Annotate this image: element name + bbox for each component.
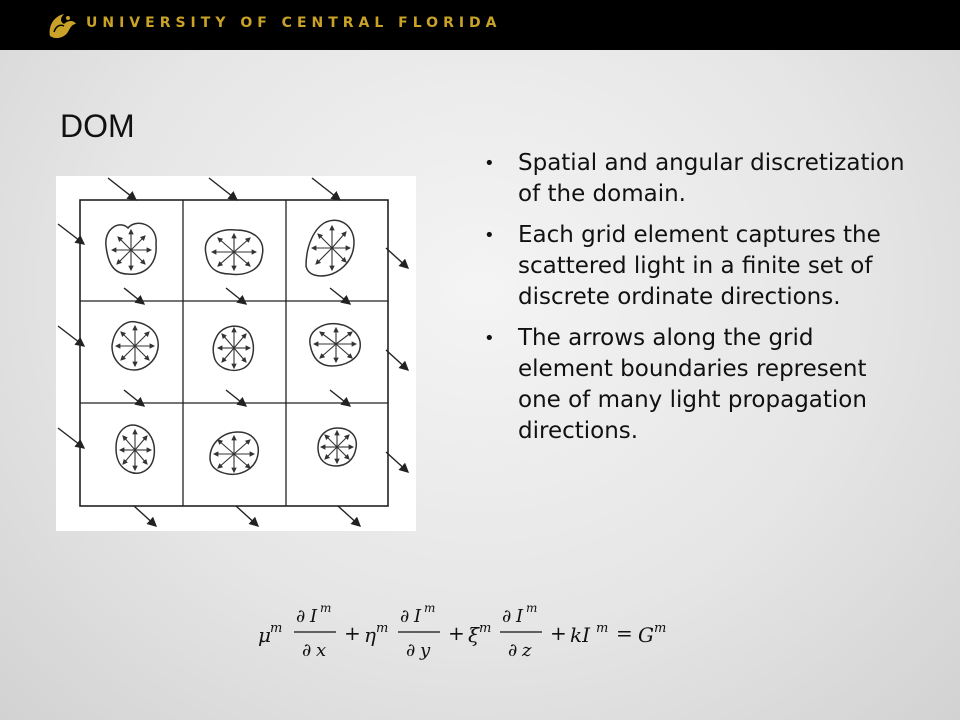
svg-text:∂: ∂ [302,640,312,661]
rte-equation [256,600,706,670]
svg-text:x: x [316,640,327,661]
svg-text:m: m [479,621,492,636]
svg-text:+: + [448,621,465,645]
svg-text:∂: ∂ [406,640,416,661]
pegasus-logo-icon [44,8,78,42]
svg-text:=: = [616,621,633,645]
header-bar [0,0,960,50]
svg-text:ξ: ξ [468,623,480,647]
svg-text:∂: ∂ [508,640,518,661]
dom-grid-diagram [56,176,416,531]
bullet-item: • The arrows along the grid element boundaries represent one of many light propagation directions. [484,325,867,444]
bullet-list [478,148,908,457]
svg-text:η: η [364,623,376,647]
bullet-item: • Each grid element captures the scattered light in a finite set of discrete ordinate directions. [484,222,881,310]
university-name: UNIVERSITY OF CENTRAL FLORIDA [86,15,502,31]
svg-text:I: I [310,606,318,627]
dom-grid-figure [56,176,416,531]
svg-text:I: I [414,606,422,627]
svg-text:m: m [596,621,609,636]
bullet-text: The arrows along the grid element boundaries represent one of many light propagation directions. [518,325,867,444]
svg-text:z: z [522,640,532,661]
svg-text:y: y [420,640,431,661]
bullet-text: Spatial and angular discretization of the domain. [518,150,905,207]
svg-text:m: m [376,621,389,636]
svg-text:G: G [638,623,654,647]
svg-text:m: m [654,621,667,636]
svg-text:μ: μ [258,623,271,647]
bullet-item: • Spatial and angular discretization of the domain. [484,150,905,207]
bullet-text: Each grid element captures the scattered light in a finite set of discrete ordinate directions. [518,222,881,310]
svg-text:m: m [320,601,332,615]
svg-text:I: I [516,606,524,627]
svg-text:kI: kI [570,623,591,647]
svg-text:m: m [424,601,436,615]
svg-text:+: + [550,621,567,645]
slide-title: DOM [60,108,135,144]
svg-text:m: m [526,601,538,615]
svg-text:∂: ∂ [502,606,512,627]
svg-text:∂: ∂ [296,606,306,627]
svg-text:∂: ∂ [400,606,410,627]
svg-text:+: + [344,621,361,645]
svg-text:m: m [270,621,283,636]
